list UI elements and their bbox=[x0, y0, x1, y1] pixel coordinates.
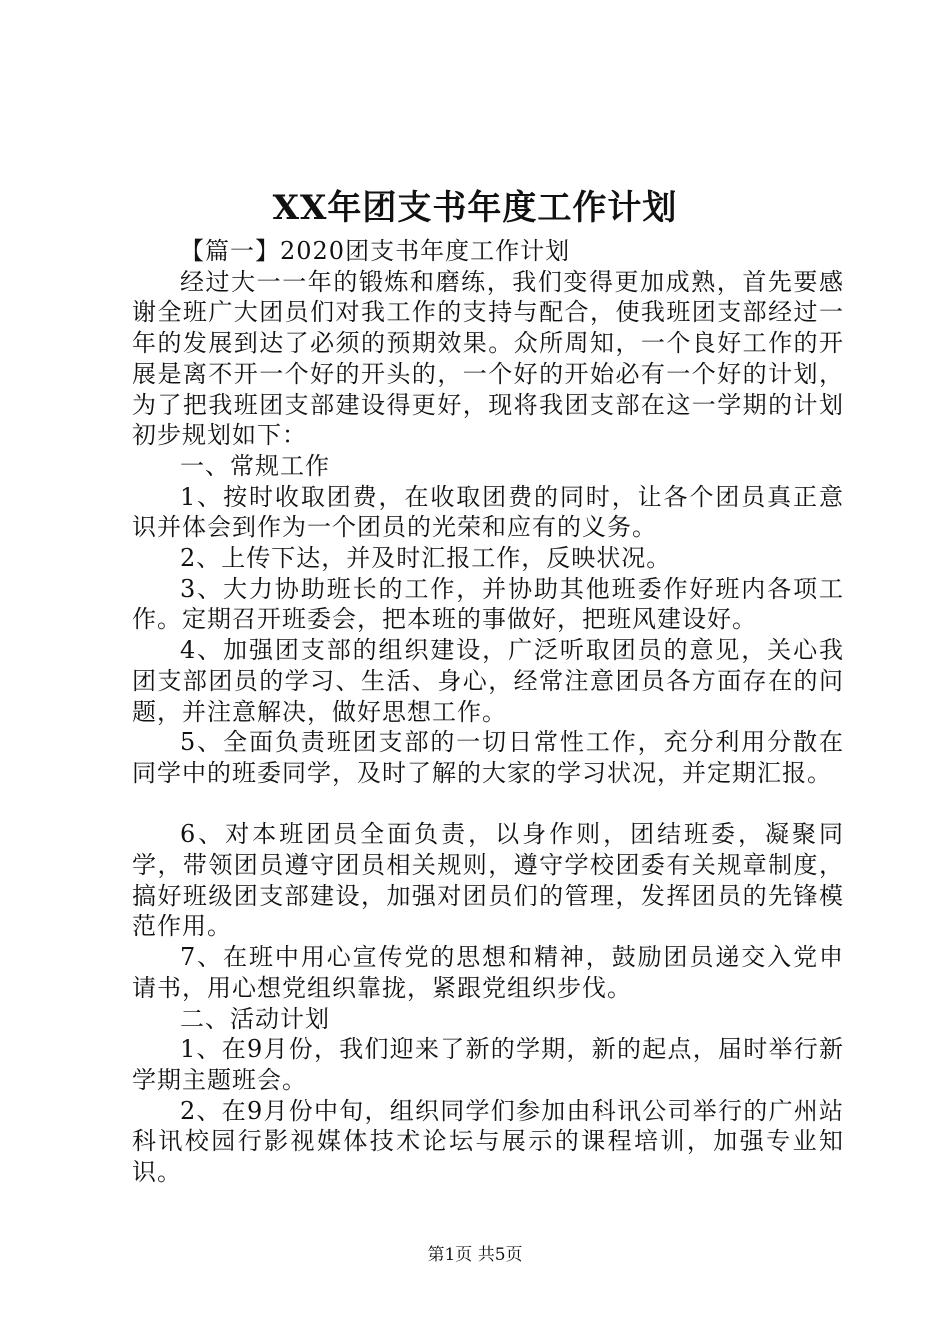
section-heading-activity-plan: 二、活动计划 bbox=[180, 1004, 330, 1033]
routine-item-2: 2、上传下达，并及时汇报工作，反映状况。 bbox=[180, 544, 672, 573]
page-number-footer: 第1页 共5页 bbox=[427, 1245, 523, 1265]
routine-item-4: 4、加强团支部的组织建设，广泛听取团员的意见，关心我团支部团员的学习、生活、身心，经常注意团员各方面存在的问题，并注意解决，做好思想工作。 bbox=[132, 636, 844, 726]
section-heading-routine-work: 一、常规工作 bbox=[180, 451, 330, 480]
routine-item-7: 7、在班中用心宣传党的思想和精神，鼓励团员递交入党申请书，用心想党组织靠拢，紧跟党组织步伐。 bbox=[132, 943, 844, 1002]
routine-item-3: 3、大力协助班长的工作，并协助其他班委作好班内各项工作。定期召开班委会，把本班的事做好，把班风建设好。 bbox=[132, 574, 844, 634]
document-title: XX年团支书年度工作计划 bbox=[272, 188, 678, 228]
activity-item-1: 1、在9月份，我们迎来了新的学期，新的起点，届时举行新学期主题班会。 bbox=[132, 1035, 844, 1094]
section-heading-part-one: 【篇一】2020团支书年度工作计划 bbox=[180, 237, 571, 265]
document-body bbox=[132, 236, 844, 1188]
routine-item-5: 5、全面负责班团支部的一切日常性工作，充分利用分散在同学中的班委同学，及时了解的大家的学习状况，并定期汇报。 bbox=[132, 728, 844, 787]
routine-item-6: 6、对本班团员全面负责，以身作则，团结班委，凝聚同学，带领团员遵守团员相关规则，遵守学校团委有关规章制度，搞好班级团支部建设，加强对团员们的管理，发挥团员的先锋模范作用。 bbox=[132, 820, 844, 941]
paragraph-spacer bbox=[132, 789, 844, 820]
activity-item-2: 2、在9月份中旬，组织同学们参加由科讯公司举行的广州站科讯校园行影视媒体技术论坛与展示的课程培训，加强专业知识。 bbox=[132, 1096, 844, 1187]
intro-paragraph: 经过大一一年的锻炼和磨练，我们变得更加成熟，首先要感谢全班广大团员们对我工作的支持与配合，使我班团支部经过一年的发展到达了必须的预期效果。众所周知，一个良好工作的开展是离不开一个好的开头的，一个好的开始必有一个好的计划，为了把我班团支部建设得更好，现将我团支部在这一学期的计划初步规划如下： bbox=[132, 267, 844, 450]
routine-item-1: 1、按时收取团费，在收取团费的同时，让各个团员真正意识并体会到作为一个团员的光荣和应有的义务。 bbox=[132, 482, 844, 542]
